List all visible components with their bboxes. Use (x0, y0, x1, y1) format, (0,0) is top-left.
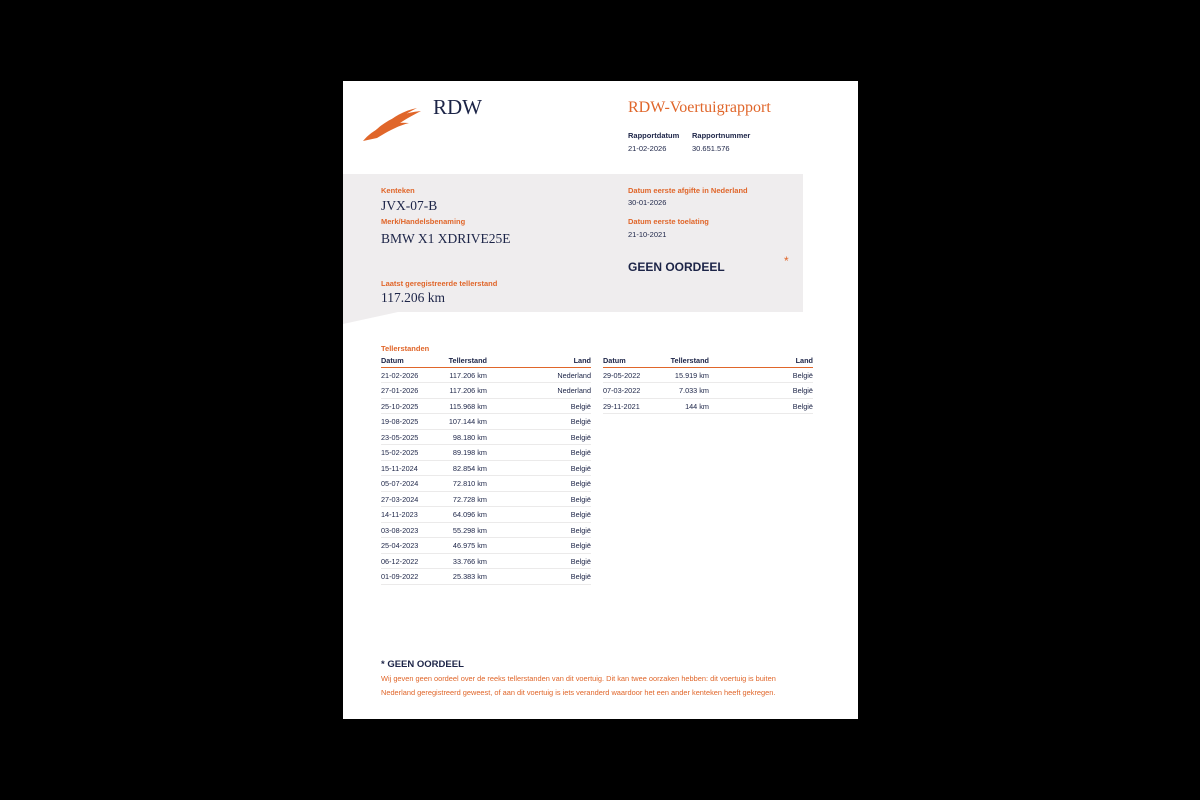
first-admission-value: 21-10-2021 (628, 230, 667, 239)
cell-date: 14-11-2023 (381, 507, 445, 522)
cell-date: 05-07-2024 (381, 476, 445, 491)
table-row (381, 460, 591, 475)
table-row (603, 383, 813, 398)
footnote-title: * GEEN OORDEEL (381, 659, 464, 670)
report-date-label: Rapportdatum (628, 131, 680, 140)
table-row (381, 414, 591, 429)
cell-date: 29-11-2021 (603, 398, 667, 413)
cell-reading: 46.975 km (445, 538, 487, 553)
cell-date: 19-08-2025 (381, 414, 445, 429)
brand-name: RDW (433, 95, 482, 119)
table-header-row (603, 355, 813, 368)
cell-date: 29-05-2022 (603, 368, 667, 383)
col-header-country: Land (709, 355, 813, 368)
first-admission-label: Datum eerste toelating (628, 217, 709, 226)
report-number-label: Rapportnummer (692, 131, 751, 140)
cell-country: België (487, 398, 591, 413)
cell-country: Nederland (487, 383, 591, 398)
cell-country: België (487, 507, 591, 522)
cell-country: België (709, 383, 813, 398)
rdw-wing-logo-icon (363, 107, 423, 141)
cell-reading: 55.298 km (445, 522, 487, 537)
table-header-row (381, 355, 591, 368)
cell-reading: 89.198 km (445, 445, 487, 460)
col-header-date: Datum (381, 355, 445, 368)
panel-notch (343, 312, 398, 324)
report-page (343, 81, 858, 719)
plate-label: Kenteken (381, 186, 415, 195)
cell-date: 07-03-2022 (603, 383, 667, 398)
col-header-country: Land (487, 355, 591, 368)
cell-date: 03-08-2023 (381, 522, 445, 537)
cell-country: België (709, 398, 813, 413)
table-row (381, 429, 591, 444)
table-row (603, 398, 813, 413)
cell-date: 21-02-2026 (381, 368, 445, 383)
table-row (381, 368, 591, 383)
col-header-reading: Tellerstand (445, 355, 487, 368)
cell-date: 15-02-2025 (381, 445, 445, 460)
cell-reading: 33.766 km (445, 553, 487, 568)
odometer-table-right (603, 355, 813, 414)
table-row (603, 368, 813, 383)
cell-reading: 64.096 km (445, 507, 487, 522)
cell-reading: 72.728 km (445, 491, 487, 506)
odometer-table-left (381, 355, 591, 585)
col-header-reading: Tellerstand (667, 355, 709, 368)
odometer-value: 117.206 km (381, 290, 445, 305)
cell-reading: 7.033 km (667, 383, 709, 398)
table-row (381, 383, 591, 398)
cell-reading: 25.383 km (445, 569, 487, 584)
table-row (381, 507, 591, 522)
odometer-table-title: Tellerstanden (381, 344, 430, 353)
cell-country: België (487, 522, 591, 537)
odometer-label: Laatst geregistreerde tellerstand (381, 279, 498, 288)
cell-date: 23-05-2025 (381, 429, 445, 444)
cell-country: Nederland (487, 368, 591, 383)
table-row (381, 445, 591, 460)
table-row (381, 553, 591, 568)
cell-date: 27-01-2026 (381, 383, 445, 398)
cell-reading: 15.919 km (667, 368, 709, 383)
cell-reading: 117.206 km (445, 383, 487, 398)
cell-country: België (487, 460, 591, 475)
footnote-text: Wij geven geen oordeel over de reeks tellerstanden van dit voertuig. Dit kan twee oorzaken hebben: dit voertuig is buiten Nederland geregistreerd geweest, of aan dit voertuig is iets veranderd waardoor het een ander kenteken heeft gekregen. (381, 674, 776, 697)
cell-date: 15-11-2024 (381, 460, 445, 475)
cell-country: België (487, 553, 591, 568)
cell-date: 06-12-2022 (381, 553, 445, 568)
cell-country: België (487, 569, 591, 584)
cell-date: 27-03-2024 (381, 491, 445, 506)
first-nl-value: 30-01-2026 (628, 198, 667, 207)
cell-country: België (487, 429, 591, 444)
cell-country: België (487, 414, 591, 429)
table-row (381, 491, 591, 506)
cell-country: België (487, 445, 591, 460)
make-value: BMW X1 XDRIVE25E (381, 231, 511, 246)
verdict-asterisk: * (784, 254, 789, 268)
report-number-block (692, 131, 750, 153)
cell-reading: 98.180 km (445, 429, 487, 444)
cell-reading: 117.206 km (445, 368, 487, 383)
cell-reading: 107.144 km (445, 414, 487, 429)
table-row (381, 538, 591, 553)
cell-country: België (487, 538, 591, 553)
plate-value: JVX-07-B (381, 198, 438, 213)
table-row (381, 398, 591, 413)
verdict-status: GEEN OORDEEL (628, 260, 725, 274)
cell-country: België (709, 368, 813, 383)
cell-reading: 82.854 km (445, 460, 487, 475)
cell-date: 01-09-2022 (381, 569, 445, 584)
cell-reading: 72.810 km (445, 476, 487, 491)
first-nl-label: Datum eerste afgifte in Nederland (628, 186, 748, 195)
table-row (381, 476, 591, 491)
cell-date: 25-10-2025 (381, 398, 445, 413)
cell-date: 25-04-2023 (381, 538, 445, 553)
cell-reading: 115.968 km (445, 398, 487, 413)
cell-country: België (487, 476, 591, 491)
make-label: Merk/Handelsbenaming (381, 217, 466, 226)
col-header-date: Datum (603, 355, 667, 368)
cell-country: België (487, 491, 591, 506)
cell-reading: 144 km (667, 398, 709, 413)
report-title: RDW-Voertuigrapport (628, 99, 771, 116)
report-date: 21-02-2026 (628, 144, 667, 153)
table-row (381, 569, 591, 584)
report-date-block (628, 131, 679, 153)
report-number: 30.651.576 (692, 144, 730, 153)
table-row (381, 522, 591, 537)
